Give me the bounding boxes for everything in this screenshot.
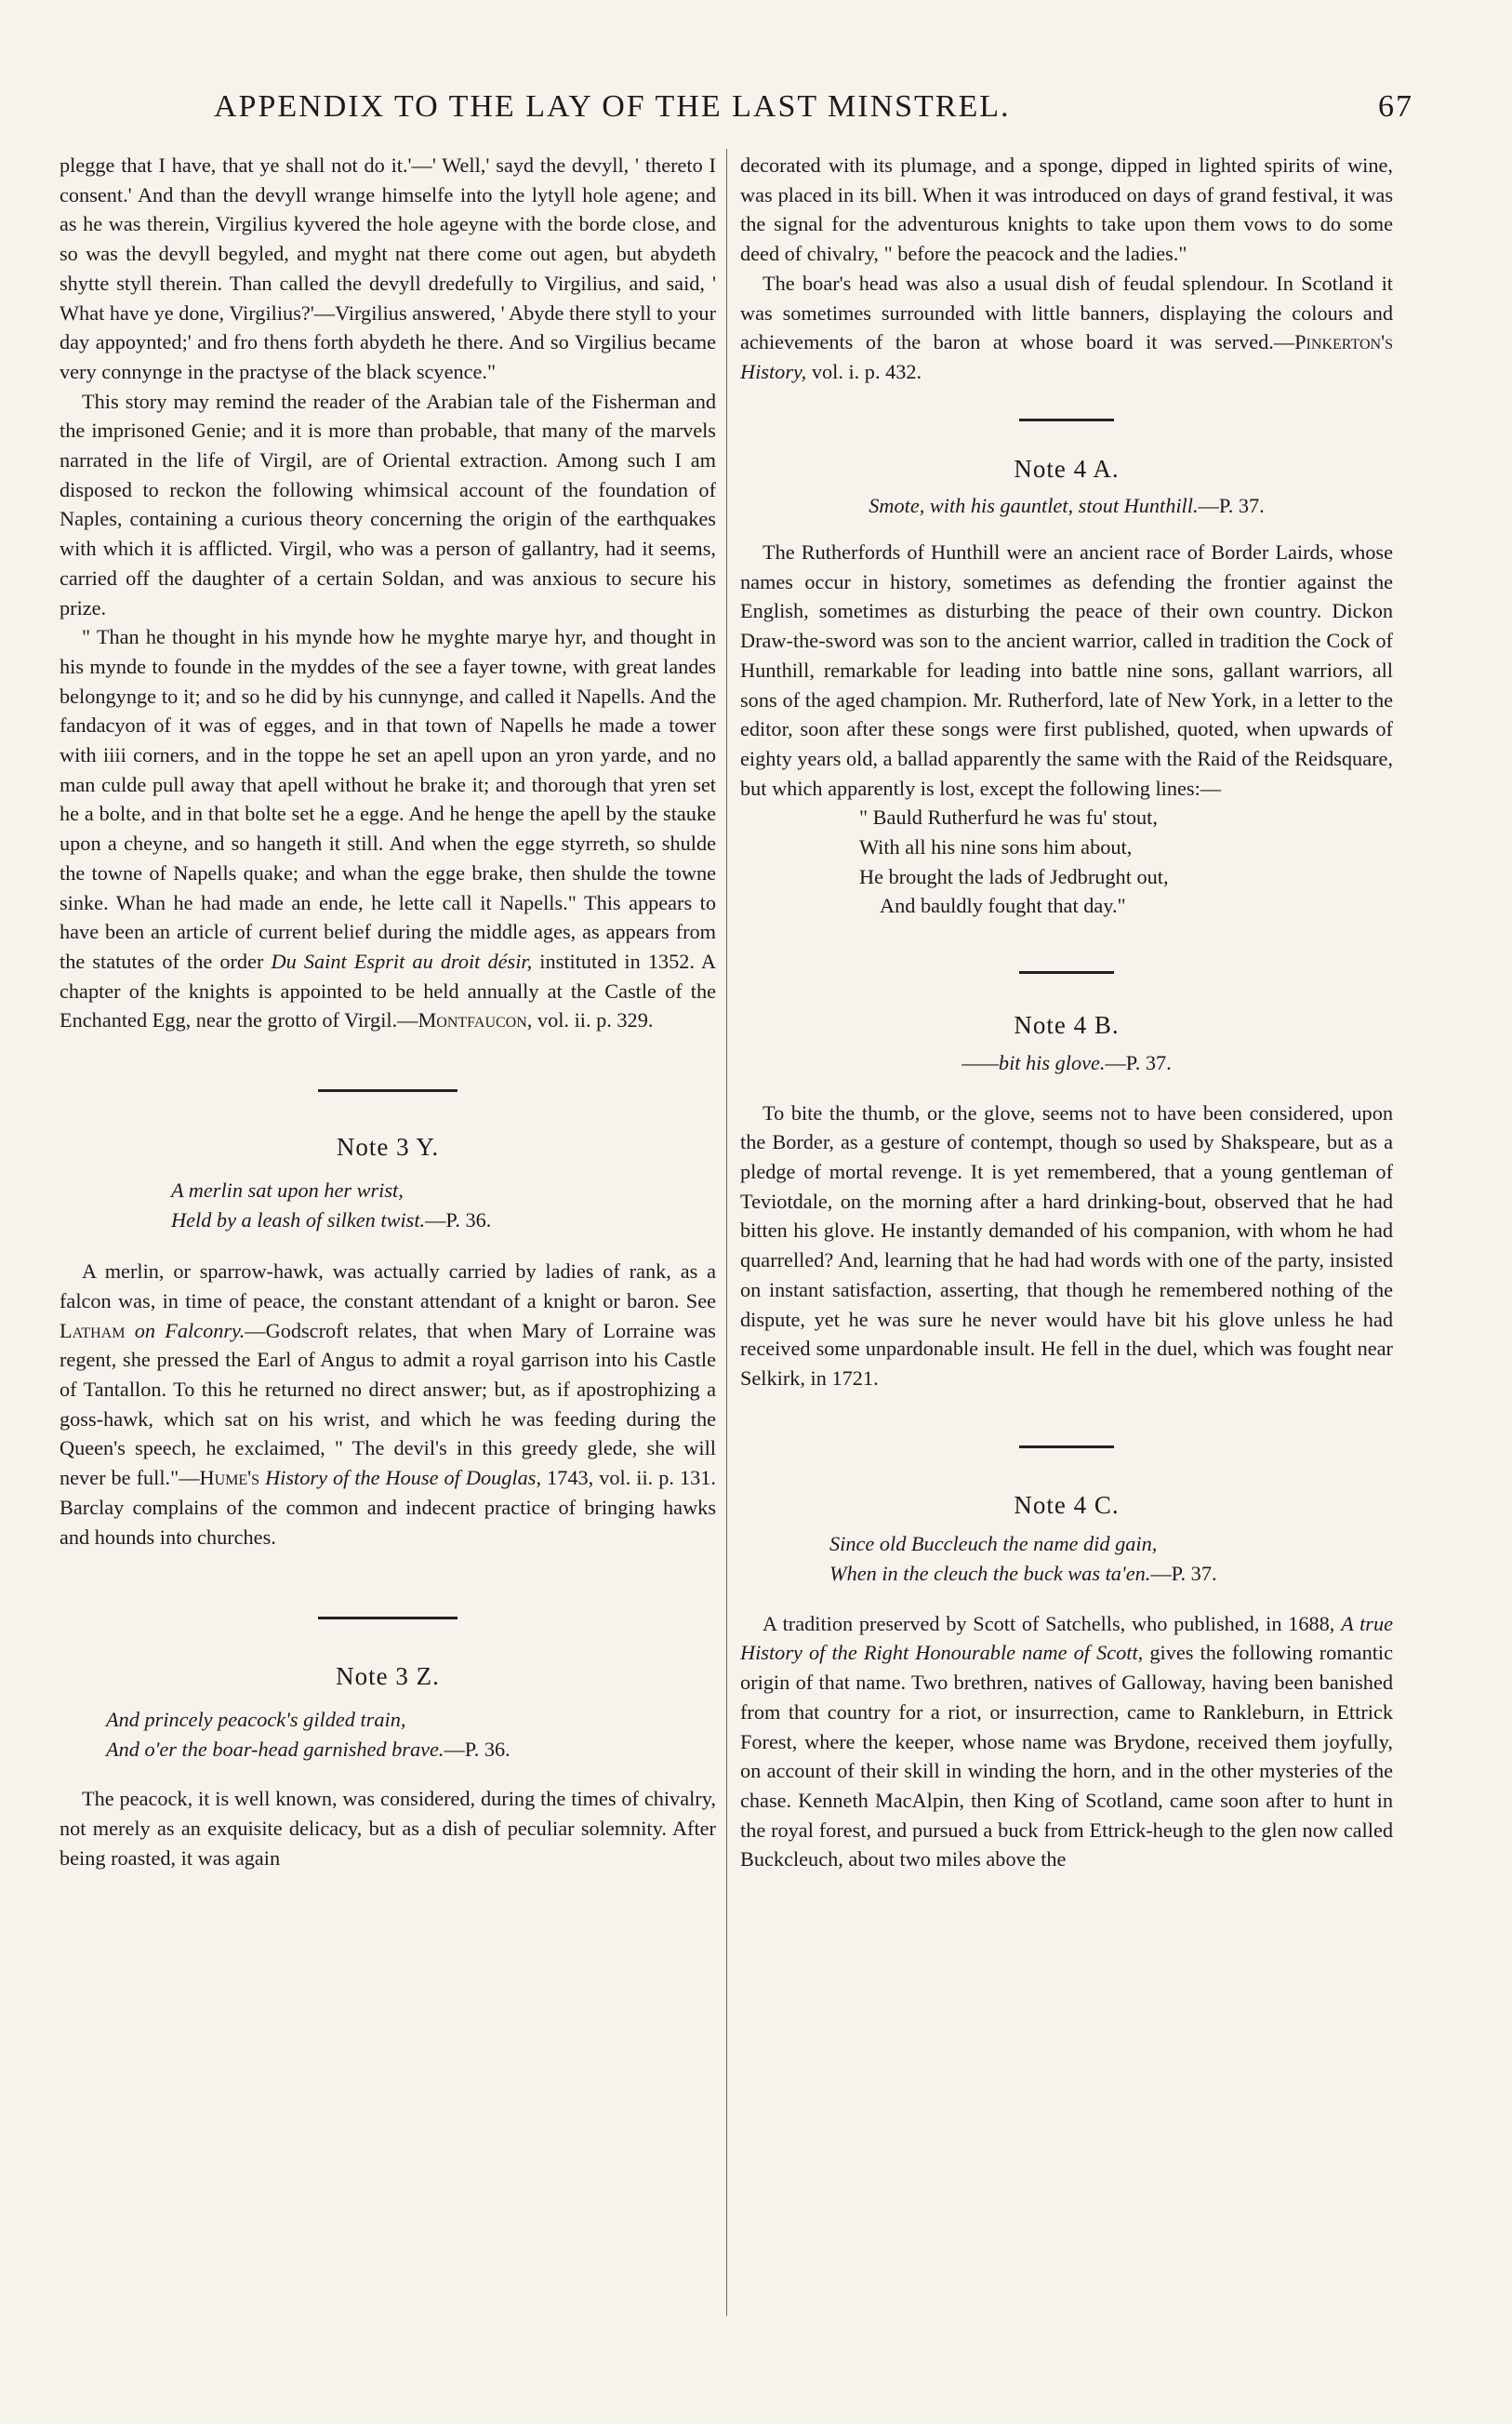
note-3y-motto-line-1: A merlin sat upon her wrist, <box>171 1178 404 1202</box>
douglas-history-title: History of the House of Douglas, <box>259 1466 542 1490</box>
right-column <box>740 151 1393 2388</box>
running-head <box>214 89 1413 136</box>
note-3y-page-ref: —P. 36. <box>425 1207 492 1232</box>
author-latham: Latham <box>60 1318 126 1342</box>
note-4a-motto <box>740 491 1393 521</box>
column-divider <box>726 149 727 2316</box>
note-4c-motto-line-1: Since old Buccleuch the name did gain, <box>829 1532 1158 1556</box>
page-number: 67 <box>1378 89 1413 124</box>
verse-line-3: He brought the lads of Jedbrught out, <box>859 864 1169 888</box>
verse-line-4: And bauldly fought that day." <box>880 894 1126 918</box>
note-3y-motto <box>60 1176 716 1234</box>
verse-line-1: " Bauld Rutherfurd he was fu' stout, <box>859 806 1158 830</box>
note-4c-body <box>740 1609 1393 1874</box>
falconry-title: on Falconry. <box>125 1318 245 1342</box>
note-4c-text-b: gives the following romantic origin of that name. Two brethren, natives of Galloway, having been banished from that country for a riot, or insurrection, came to Rankleburn, in Ettrick Forest, where the keeper, whose name was Brydone, received them joyfully, on account of their skill in winding the horn, and in the other mysteries of the chase. Kenneth MacAlpin, then King of Scotland, came soon after to hunt in the royal forest, and pursued a buck from Ettrick-heugh to the glen now called Buckcleuch, about two miles above the <box>740 1641 1393 1871</box>
paragraph-naples <box>60 622 716 1035</box>
note-4c-motto <box>740 1529 1393 1588</box>
naples-text-b: instituted in 1352. A chapter of the knights is appointed to be held annually at the Castle of the Enchanted Egg, near the grotto of Virgil.— <box>60 949 716 1032</box>
note-4b-motto-line: ——bit his glove. <box>962 1050 1106 1074</box>
boar-text-a: The boar's head was also a usual dish of feudal splendour. In Scotland it was sometimes surrounded with little banners, displaying the colours and achievements of the baron at whose board it was served.— <box>740 271 1393 354</box>
note-4c-text-a: A tradition preserved by Scott of Satchells, who published, in 1688, <box>763 1611 1342 1635</box>
pinkerton-history-title: History, <box>740 359 807 383</box>
naples-text-a: " Than he thought in his mynde how he myghte marye hyr, and thought in his mynde to founde in the myddes of the see a fayer towne, with great landes belongynge to it; and so he did by his cunnynge, and called it Napells. And the fandacyon of it was of egges, and in that town of Napells he made a tower with iiii corners, and in the toppe he set an apell upon an yron yarde, and no man culde pull away that apell without he brake it; and thorough that yren set he a bolte, and in that bolte set he a egge. And he henge the apell by the stauke upon a cheyne, and so hangeth it still. And when the egge styrreth, so shulde the towne of Napells quake; and whan the egge brake, then shulde the towne sinke. Whan he had made an ende, he lette call it Napells." This appears to have been an article of current belief during the middle ages, as appears from the statutes of the order <box>60 625 716 973</box>
rutherford-verse <box>740 803 1393 921</box>
note-3z-motto-line-1: And princely peacock's gilded train, <box>106 1707 406 1731</box>
note-4b-page-ref: —P. 37. <box>1105 1050 1172 1074</box>
author-pinkerton: Pinkerton's <box>1294 330 1393 354</box>
paragraph-arabian-tale: This story may remind the reader of the Arabian tale of the Fisherman and the imprisoned Genie; and it is more than probable, that many of the marvels narrated in the life of Virgil, are of Oriental extraction. Among such I am disposed to reckon the following whimsical account of the foundation of Naples, containing a curious theory concerning the origin of the earthquakes with which it is afflicted. Virgil, who was a person of gallantry, had it seems, carried off the daughter of a certain Soldan, and was anxious to secure his prize. <box>60 389 716 619</box>
note-3z-body: The peacock, it is well known, was considered, during the times of chivalry, not merely as an exquisite delicacy, but as a dish of peculiar solemnity. After being roasted, it was again <box>60 1787 716 1870</box>
note-3z-motto <box>60 1705 716 1764</box>
order-name: Du Saint Esprit au droit désir, <box>271 949 533 973</box>
note-4b-motto <box>740 1048 1393 1078</box>
note-4a-page-ref: —P. 37. <box>1198 494 1265 518</box>
paragraph-boar-head <box>740 269 1393 387</box>
note-4a-motto-line: Smote, with his gauntlet, stout Hunthill. <box>869 494 1199 518</box>
note-4a-title: Note 4 A. <box>1014 454 1120 483</box>
author-montfaucon: Montfaucon <box>418 1008 527 1032</box>
boar-text-b: vol. i. p. 432. <box>806 359 922 383</box>
satchells-book-title: A true History of the Right Honourable name of Scott, <box>740 1611 1393 1665</box>
paragraph-devyll: plegge that I have, that ye shall not do it.'—' Well,' sayd the devyll, ' thereto I consent.' And than the devyll wrange himselfe into the lytyll hole agene; and as he was therein, Virgilius kyvered the hole ageyne with the borde close, and so was the devyll begyled, and myght nat there come out agen, but abydeth shytte styll therein. Than called the devyll dredefully to Virgilius, and said, ' What have ye done, Virgilius?'—Virgilius answered, ' Abyde there styll to your day appoynted;' and fro thens forth abydeth he there. And so Virgilius became very connynge in the practyse of the black scyence." <box>60 153 716 383</box>
note-3y-text-a: A merlin, or sparrow-hawk, was actually carried by ladies of rank, as a falcon was, in time of peace, the constant attendant of a knight or baron. See <box>60 1259 716 1312</box>
verse-line-2: With all his nine sons him about, <box>859 835 1133 859</box>
note-3y-motto-line-2: Held by a leash of silken twist. <box>171 1207 426 1232</box>
note-4b-title: Note 4 B. <box>1014 1011 1120 1040</box>
note-3z-page-ref: —P. 36. <box>444 1737 511 1761</box>
running-title: APPENDIX TO THE LAY OF THE LAST MINSTREL. <box>214 89 1011 124</box>
note-3y-title: Note 3 Y. <box>336 1133 440 1162</box>
note-4a-body: The Rutherfords of Hunthill were an ancient race of Border Lairds, whose names occur in history, sometimes as defending the frontier against the English, sometimes as disturbing the peace of their own country. Dickon Draw-the-sword was son to the ancient warrior, called in tradition the Cock of Hunthill, remarkable for leading into battle nine sons, gallant warriors, all sons of the aged champion. Mr. Rutherford, late of New York, in a letter to the editor, soon after these songs were first published, quoted, when upwards of eighty years old, a ballad apparently the same with the Raid of the Reidsquare, but which apparently is lost, except the following lines:— <box>740 540 1393 800</box>
author-hume: Hume's <box>199 1466 260 1490</box>
note-4c-motto-line-2: When in the cleuch the buck was ta'en. <box>829 1562 1151 1586</box>
note-4b-body: To bite the thumb, or the glove, seems not to have been considered, upon the Border, as a gesture of contempt, though so used by Shakspeare, but as a pledge of mortal revenge. It is yet remembered, that a young gentleman of Teviotdale, on the morning after a hard drinking-bout, observed that he had bitten his glove. He instantly demanded of his companion, with whom he had quarrelled? And, learning that he had had words with one of the party, insisted on instant satisfaction, asserting, that though he remembered nothing of the dispute, yet he was sure he never would have bit his glove unless he had received some unpardonable insult. He fell in the duel, which was fought near Selkirk, in 1721. <box>740 1100 1393 1390</box>
note-3y-body <box>60 1257 716 1552</box>
note-3z-motto-line-2: And o'er the boar-head garnished brave. <box>106 1737 444 1761</box>
note-4c-page-ref: —P. 37. <box>1150 1562 1217 1586</box>
note-3y-text-d: 1743, vol. ii. p. 131. Barclay complains of the common and indecent practice of bringing hawks and hounds into churches. <box>60 1466 716 1549</box>
note-4c-title: Note 4 C. <box>1014 1490 1120 1519</box>
naples-text-c: , vol. ii. p. 329. <box>526 1008 654 1032</box>
note-3z-title: Note 3 Z. <box>336 1662 440 1691</box>
note-3y-text-c: —Godscroft relates, that when Mary of Lorraine was regent, she pressed the Earl of Angus to admit a royal garrison into his Castle of Tantallon. To this he returned no direct answer; but, as if apostrophizing a goss-hawk, which sat on his wrist, and which he was feeding during the Queen's speech, he exclaimed, " The devil's in this greedy glede, she will never be full."— <box>60 1318 716 1490</box>
left-column <box>60 151 716 2388</box>
paragraph-peacock-cont: decorated with its plumage, and a sponge, dipped in lighted spirits of wine, was placed in its bill. When it was introduced on days of grand festival, it was the signal for the adventurous knights to take upon them vows to do some deed of chivalry, " before the peacock and the ladies." <box>740 153 1393 266</box>
